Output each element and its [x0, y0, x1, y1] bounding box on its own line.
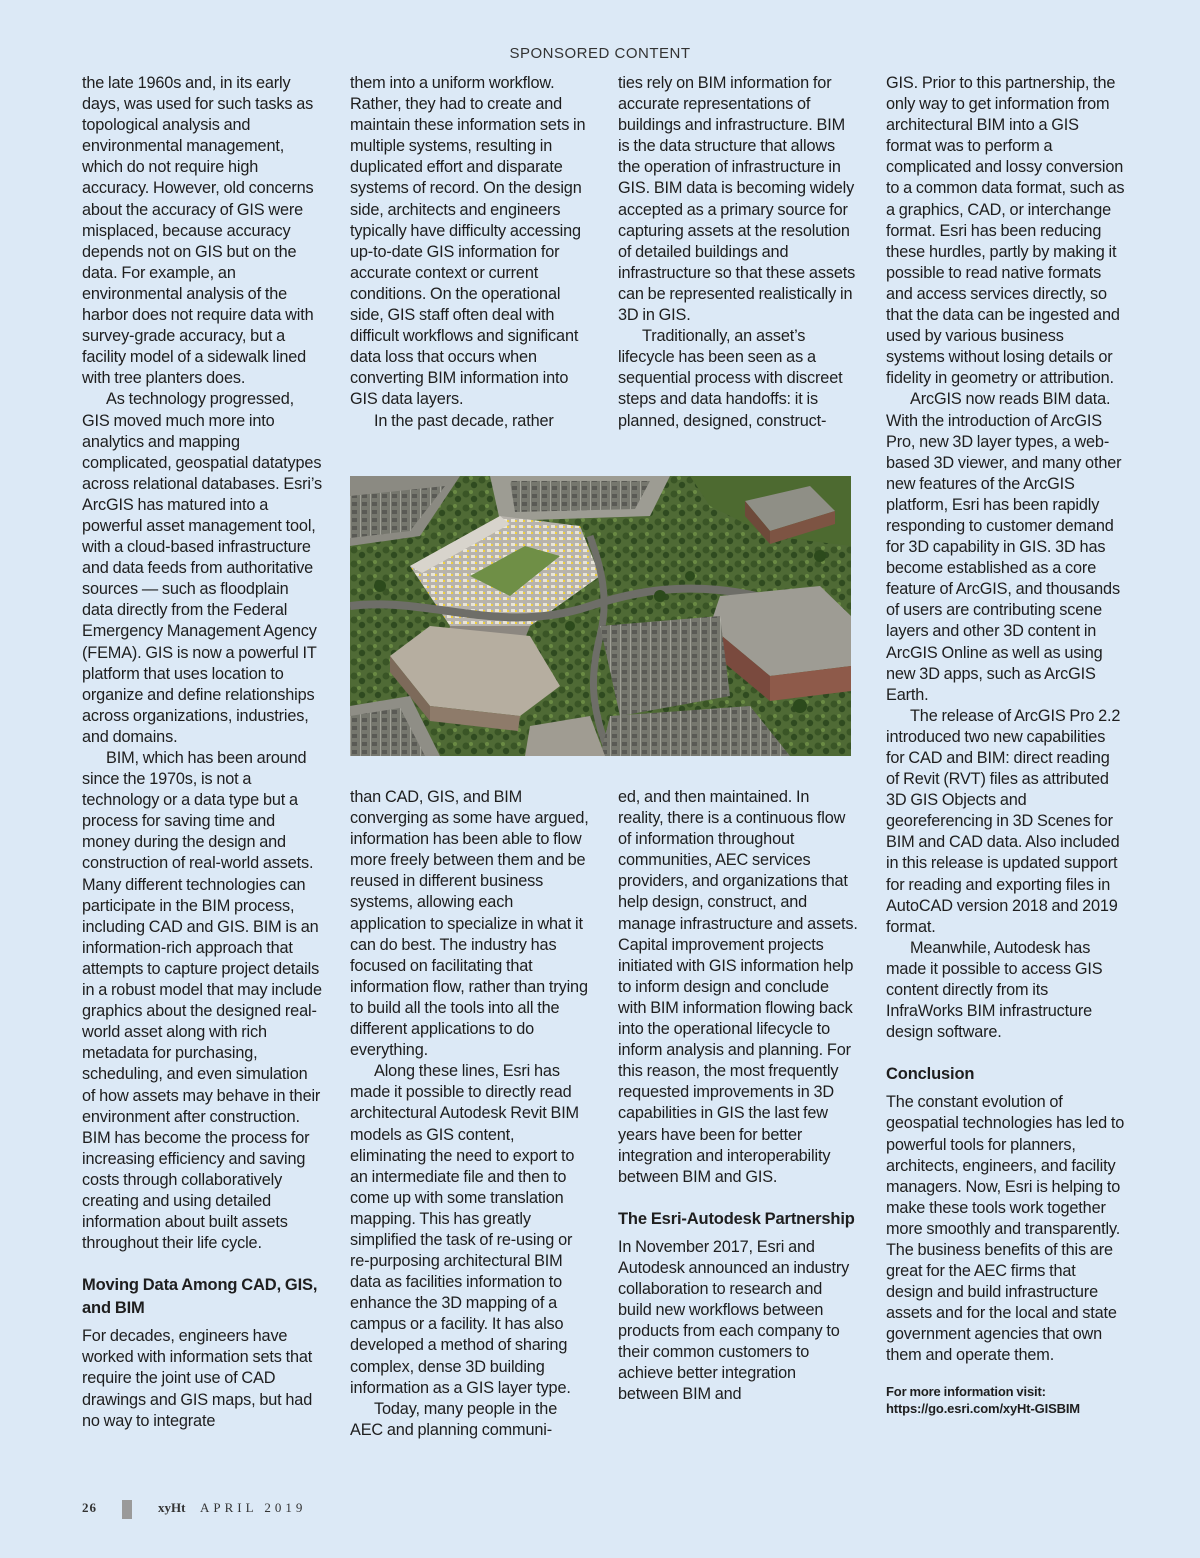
- paragraph: In the past decade, rather: [374, 411, 554, 430]
- issue-date: APRIL 2019: [200, 1500, 307, 1515]
- paragraph: Meanwhile, Autodesk has made it possible to access GIS content directly from its InfraWorks BIM infrastructure design software.: [886, 938, 1103, 1042]
- paragraph: In November 2017, Esri and Autodesk announced an industry collaboration to research and build new workflows between products from each company to their common customers to achieve better integration between BIM and: [618, 1237, 850, 1404]
- column-4: [886, 73, 1126, 1417]
- paragraph: the late 1960s and, in its early days, was used for such tasks as topological analysis and environmental management, which do not require high accuracy. However, old concerns about the accuracy of GIS were misplaced, because accuracy depends not on GIS but on the data. For example, an environmental analysis of the harbor does not require data with survey-grade accuracy, but a facility model of a sidewalk lined with tree planters does.: [82, 74, 314, 388]
- paragraph: GIS. Prior to this partnership, the only way to get information from architectural BIM into a GIS format was to perform a complicated and lossy conversion to a common data format, such as a graphics, CAD, or interchange format. Esri has been reducing these hurdles, partly by making it possible to read native formats and access services directly, so that the data can be ingested and used by various business systems without losing details or fidelity in geometry or attribution.: [886, 74, 1125, 388]
- paragraph: BIM, which has been around since the 1970s, is not a technology or a data type but a process for saving time and money during the design and construction of real-world assets. Many different technologies can participate in the BIM process, including CAD and GIS. BIM is an information-rich approach that attempts to capture project details in a robust model that may include graphics about the designed real-world asset along with rich metadata for purchasing, scheduling, and even simulation of how assets may behave in their environment after construction. BIM has become the process for increasing efficiency and saving costs through collaboratively creating and using detailed information about built assets throughout their life cycle.: [82, 749, 322, 1253]
- paragraph: The release of ArcGIS Pro 2.2 introduced two new capabilities for CAD and BIM: direct reading of Revit (RVT) files as attributed 3D GIS Objects and georeferencing in 3D Scenes for BIM and CAD data. Also included in this release is updated support for reading and exporting files in AutoCAD version 2018 and 2019 format.: [886, 706, 1121, 936]
- magazine-name: xyHt: [158, 1500, 186, 1515]
- section-heading-esri-autodesk: The Esri-Autodesk Partnership: [618, 1209, 855, 1228]
- sponsored-content-label: SPONSORED CONTENT: [509, 45, 691, 62]
- paragraph: The constant evolution of geospatial technologies has led to powerful tools for planners, architects, engineers, and facility managers. Now, Esri is helping to make these tools work together more smoothly and transparently. The business benefits of this are great for the AEC firms that design and build infrastructure assets and for the local and state government agencies that own them and operate them.: [886, 1093, 1125, 1365]
- paragraph: than CAD, GIS, and BIM converging as some have argued, information has been able to flow more freely between them and be reused in different business systems, allowing each application to specialize in what it can do best. The industry has focused on facilitating that information flow, rather than trying to build all the tools into all the different applications to do everything.: [350, 788, 589, 1060]
- more-info-label: For more information visit:: [886, 1383, 1046, 1399]
- page-number: 26: [82, 1500, 97, 1515]
- section-heading-moving-data: Moving Data Among CAD, GIS, and BIM: [82, 1276, 318, 1318]
- column-1: [82, 73, 322, 1432]
- section-heading-conclusion: Conclusion: [886, 1065, 975, 1084]
- paragraph: For decades, engineers have worked with information sets that require the joint use of CAD drawings and GIS maps, but had no way to integrate: [82, 1327, 313, 1430]
- paragraph: As technology progressed, GIS moved much more into analytics and mapping complicated, geospatial datatypes across relational databases. Esri’s ArcGIS has matured into a powerful asset management tool, with a cloud-based infrastructure and data feeds from authoritative sources — such as floodplain data directly from the Federal Emergency Management Agency (FEMA). GIS is now a powerful IT platform that uses location to organize and define relationships across organizations, industries, and domains.: [82, 390, 323, 746]
- paragraph: Along these lines, Esri has made it possible to directly read architectural Autodesk Revit BIM models as GIS content, eliminating the need to export to an intermediate file and then to come up with some translation mapping. This has greatly simplified the task of re-using or re-purposing architectural BIM data as facilities information to enhance the 3D mapping of a campus or a facility. It has also developed a method of sharing complex, dense 3D building information as a GIS layer type.: [350, 1062, 579, 1397]
- paragraph: them into a uniform workflow. Rather, they had to create and maintain these information sets in multiple systems, resulting in duplicated effort and disparate systems of record. On the design side, architects and engineers typically have difficulty accessing up-to-date GIS information for accurate context or current conditions. On the operational side, GIS staff often deal with difficult workflows and significant data loss that occurs when converting BIM information into GIS data layers.: [350, 74, 586, 409]
- paragraph: ties rely on BIM information for accurate representations of buildings and infrastructure. BIM is the data structure that allows the operation of infrastructure in GIS. BIM data is becoming widely accepted as a primary source for capturing assets at the resolution of detailed buildings and infrastructure so that these assets can be represented realistically in 3D in GIS.: [618, 74, 856, 325]
- column-2-bottom: [350, 787, 590, 1441]
- column-2-top: [350, 73, 590, 432]
- campus-3d-scene-image: [350, 476, 851, 756]
- aerial-campus-illustration: [350, 476, 851, 756]
- footer-divider-bar: [122, 1500, 132, 1519]
- more-info-link[interactable]: https://go.esri.com/xyHt-GISBIM: [886, 1400, 1080, 1416]
- column-3-top: [618, 73, 858, 432]
- paragraph: Today, many people in the AEC and planning communi-: [350, 1399, 558, 1439]
- paragraph: ArcGIS now reads BIM data. With the introduction of ArcGIS Pro, new 3D layer types, a web-based 3D viewer, and many other new features of the ArcGIS platform, Esri has been rapidly responding to customer demand for 3D capability in GIS. 3D has become established as a core feature of ArcGIS, and thousands of users are contributing scene layers and other 3D content in ArcGIS Online as well as using new 3D apps, such as ArcGIS Earth.: [886, 390, 1122, 704]
- column-3-bottom: [618, 787, 858, 1406]
- paragraph: Traditionally, an asset’s lifecycle has been seen as a sequential process with discreet steps and data handoffs: it is planned, designed, construct-: [618, 327, 843, 430]
- paragraph: ed, and then maintained. In reality, there is a continuous flow of information throughout communities, AEC services providers, and organizations that help design, construct, and manage infrastructure and assets. Capital improvement projects initiated with GIS information help to inform design and conclude with BIM information flowing back into the operational lifecycle to inform analysis and planning. For this reason, the most frequently requested improvements in 3D capabilities in GIS the last few years have been for better integration and interoperability between BIM and GIS.: [618, 788, 858, 1186]
